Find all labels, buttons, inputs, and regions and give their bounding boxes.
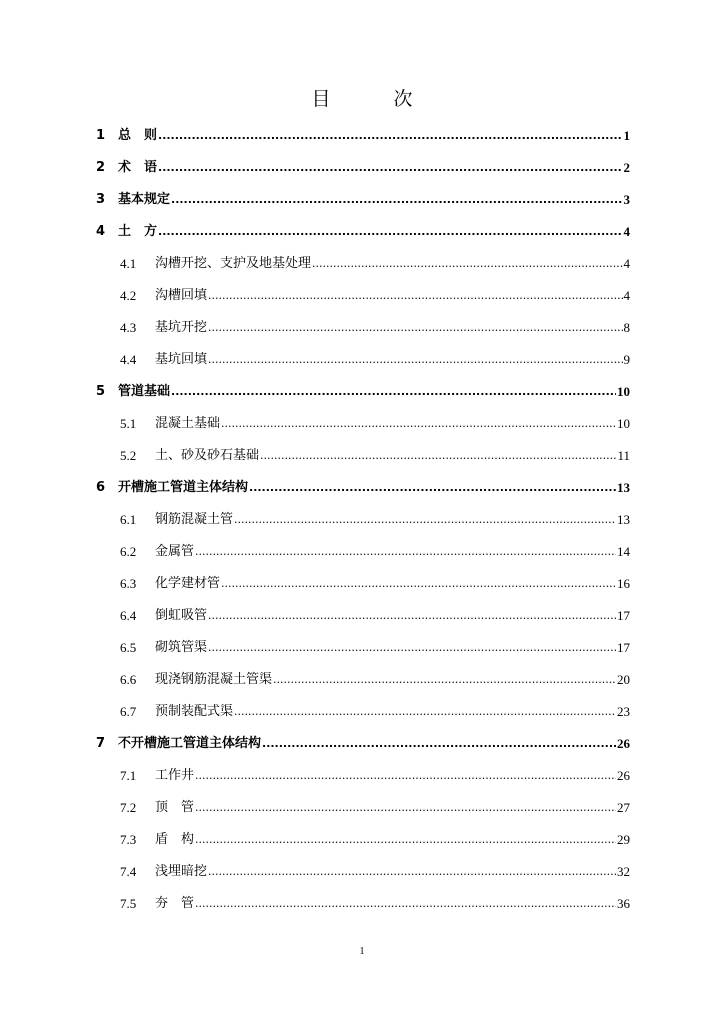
- toc-leader-dots: [221, 408, 616, 440]
- toc-leader-dots: [195, 888, 616, 920]
- toc-entry-number: 6.2: [120, 544, 137, 559]
- toc-entry-page: 17: [617, 608, 630, 623]
- toc-entry-number: 2: [96, 160, 106, 175]
- toc-leader-dots: [208, 280, 622, 312]
- table-of-contents: [96, 120, 630, 920]
- toc-entry-number: 4.3: [120, 320, 137, 335]
- toc-entry-label: 基坑开挖: [155, 320, 208, 335]
- toc-entry-number: 4: [96, 224, 106, 239]
- toc-entry-number: 4.2: [120, 288, 137, 303]
- toc-entry-number: 6.6: [120, 672, 137, 687]
- toc-leader-dots: [195, 792, 616, 824]
- toc-leader-dots: [249, 472, 616, 504]
- toc-entry-label: 顶 管: [155, 800, 195, 815]
- toc-section-entry[interactable]: [96, 568, 630, 600]
- toc-leader-dots: [221, 568, 616, 600]
- toc-entry-number: 7.5: [120, 896, 137, 911]
- toc-entry-label: 土、砂及砂石基础: [155, 448, 260, 463]
- toc-entry-number: 4.1: [120, 256, 137, 271]
- toc-entry-label: 现浇钢筋混凝土管渠: [155, 672, 273, 687]
- toc-section-entry[interactable]: [96, 664, 630, 696]
- toc-chapter-entry[interactable]: [96, 184, 630, 216]
- toc-leader-dots: [195, 536, 616, 568]
- toc-leader-dots: [234, 504, 616, 536]
- toc-chapter-entry[interactable]: [96, 152, 630, 184]
- toc-section-entry[interactable]: [96, 280, 630, 312]
- toc-section-entry[interactable]: [96, 600, 630, 632]
- toc-entry-page: 8: [623, 320, 630, 335]
- toc-entry-number: 5: [96, 384, 106, 399]
- toc-section-entry[interactable]: [96, 440, 630, 472]
- toc-entry-number: 7.3: [120, 832, 137, 847]
- toc-section-entry[interactable]: [96, 248, 630, 280]
- toc-entry-label: 基本规定: [118, 192, 171, 207]
- toc-entry-number: 6.5: [120, 640, 137, 655]
- toc-leader-dots: [260, 440, 616, 472]
- toc-section-entry[interactable]: [96, 536, 630, 568]
- toc-entry-number: 7.4: [120, 864, 137, 879]
- toc-entry-label: 总 则: [118, 128, 158, 143]
- toc-entry-label: 钢筋混凝土管: [155, 512, 234, 527]
- toc-entry-number: 7: [96, 736, 106, 751]
- toc-section-entry[interactable]: [96, 824, 630, 856]
- toc-entry-page: 36: [617, 896, 630, 911]
- toc-entry-label: 盾 构: [155, 832, 195, 847]
- toc-entry-label: 不开槽施工管道主体结构: [118, 736, 262, 751]
- toc-leader-dots: [312, 248, 622, 280]
- toc-leader-dots: [234, 696, 616, 728]
- toc-entry-page: 4: [623, 256, 630, 271]
- toc-entry-label: 预制装配式渠: [155, 704, 234, 719]
- toc-leader-dots: [158, 152, 622, 184]
- toc-entry-label: 工作井: [155, 768, 195, 783]
- toc-entry-page: 32: [617, 864, 630, 879]
- toc-entry-page: 3: [623, 192, 630, 207]
- toc-leader-dots: [262, 728, 616, 760]
- toc-section-entry[interactable]: [96, 888, 630, 920]
- toc-leader-dots: [171, 184, 622, 216]
- toc-entry-number: 7.1: [120, 768, 137, 783]
- toc-entry-page: 23: [617, 704, 630, 719]
- toc-entry-page: 13: [617, 480, 630, 495]
- toc-entry-number: 6.7: [120, 704, 137, 719]
- toc-leader-dots: [273, 664, 616, 696]
- toc-entry-label: 夯 管: [155, 896, 195, 911]
- toc-section-entry[interactable]: [96, 632, 630, 664]
- toc-section-entry[interactable]: [96, 344, 630, 376]
- toc-entry-number: 7.2: [120, 800, 137, 815]
- toc-entry-number: 6.4: [120, 608, 137, 623]
- toc-entry-page: 26: [617, 736, 630, 751]
- toc-section-entry[interactable]: [96, 504, 630, 536]
- toc-chapter-entry[interactable]: [96, 728, 630, 760]
- toc-leader-dots: [208, 856, 616, 888]
- toc-entry-page: 4: [623, 224, 630, 239]
- toc-section-entry[interactable]: [96, 760, 630, 792]
- toc-entry-label: 土 方: [118, 224, 158, 239]
- toc-entry-label: 沟槽开挖、支护及地基处理: [155, 256, 312, 271]
- toc-leader-dots: [195, 760, 616, 792]
- toc-entry-page: 29: [617, 832, 630, 847]
- toc-entry-page: 4: [623, 288, 630, 303]
- toc-chapter-entry[interactable]: [96, 216, 630, 248]
- toc-entry-page: 2: [623, 160, 630, 175]
- toc-chapter-entry[interactable]: [96, 376, 630, 408]
- toc-entry-number: 5.1: [120, 416, 137, 431]
- toc-leader-dots: [208, 632, 616, 664]
- toc-entry-label: 基坑回填: [155, 352, 208, 367]
- toc-entry-label: 术 语: [118, 160, 158, 175]
- toc-entry-page: 17: [617, 640, 630, 655]
- toc-entry-page: 13: [617, 512, 630, 527]
- toc-entry-label: 倒虹吸管: [155, 608, 208, 623]
- toc-entry-page: 26: [617, 768, 630, 783]
- toc-entry-number: 3: [96, 192, 106, 207]
- toc-entry-page: 10: [617, 384, 630, 399]
- toc-chapter-entry[interactable]: [96, 120, 630, 152]
- toc-entry-page: 20: [617, 672, 630, 687]
- toc-entry-number: 4.4: [120, 352, 137, 367]
- toc-entry-label: 混凝土基础: [155, 416, 221, 431]
- toc-section-entry[interactable]: [96, 856, 630, 888]
- toc-leader-dots: [171, 376, 616, 408]
- toc-entry-label: 沟槽回填: [155, 288, 208, 303]
- toc-entry-page: 9: [623, 352, 630, 367]
- toc-entry-page: 11: [617, 448, 630, 463]
- page-title: 目 次: [311, 88, 435, 110]
- toc-entry-page: 1: [623, 128, 630, 143]
- toc-chapter-entry[interactable]: [96, 472, 630, 504]
- toc-section-entry[interactable]: [96, 312, 630, 344]
- toc-section-entry[interactable]: [96, 792, 630, 824]
- toc-leader-dots: [195, 824, 616, 856]
- toc-leader-dots: [208, 600, 616, 632]
- toc-entry-number: 6.1: [120, 512, 137, 527]
- toc-leader-dots: [158, 120, 622, 152]
- toc-entry-label: 浅埋暗挖: [155, 864, 208, 879]
- toc-entry-number: 1: [96, 128, 106, 143]
- toc-entry-page: 27: [617, 800, 630, 815]
- toc-leader-dots: [158, 216, 622, 248]
- toc-entry-number: 6: [96, 480, 106, 495]
- toc-entry-label: 化学建材管: [155, 576, 221, 591]
- toc-entry-page: 10: [617, 416, 630, 431]
- toc-entry-label: 金属管: [155, 544, 195, 559]
- toc-entry-label: 开槽施工管道主体结构: [118, 480, 249, 495]
- toc-section-entry[interactable]: [96, 408, 630, 440]
- toc-entry-number: 5.2: [120, 448, 137, 463]
- page-number: 1: [359, 946, 365, 957]
- toc-entry-page: 16: [617, 576, 630, 591]
- toc-leader-dots: [208, 344, 622, 376]
- toc-entry-label: 管道基础: [118, 384, 171, 399]
- toc-entry-number: 6.3: [120, 576, 137, 591]
- toc-entry-page: 14: [617, 544, 630, 559]
- toc-section-entry[interactable]: [96, 696, 630, 728]
- toc-entry-label: 砌筑管渠: [155, 640, 208, 655]
- toc-leader-dots: [208, 312, 622, 344]
